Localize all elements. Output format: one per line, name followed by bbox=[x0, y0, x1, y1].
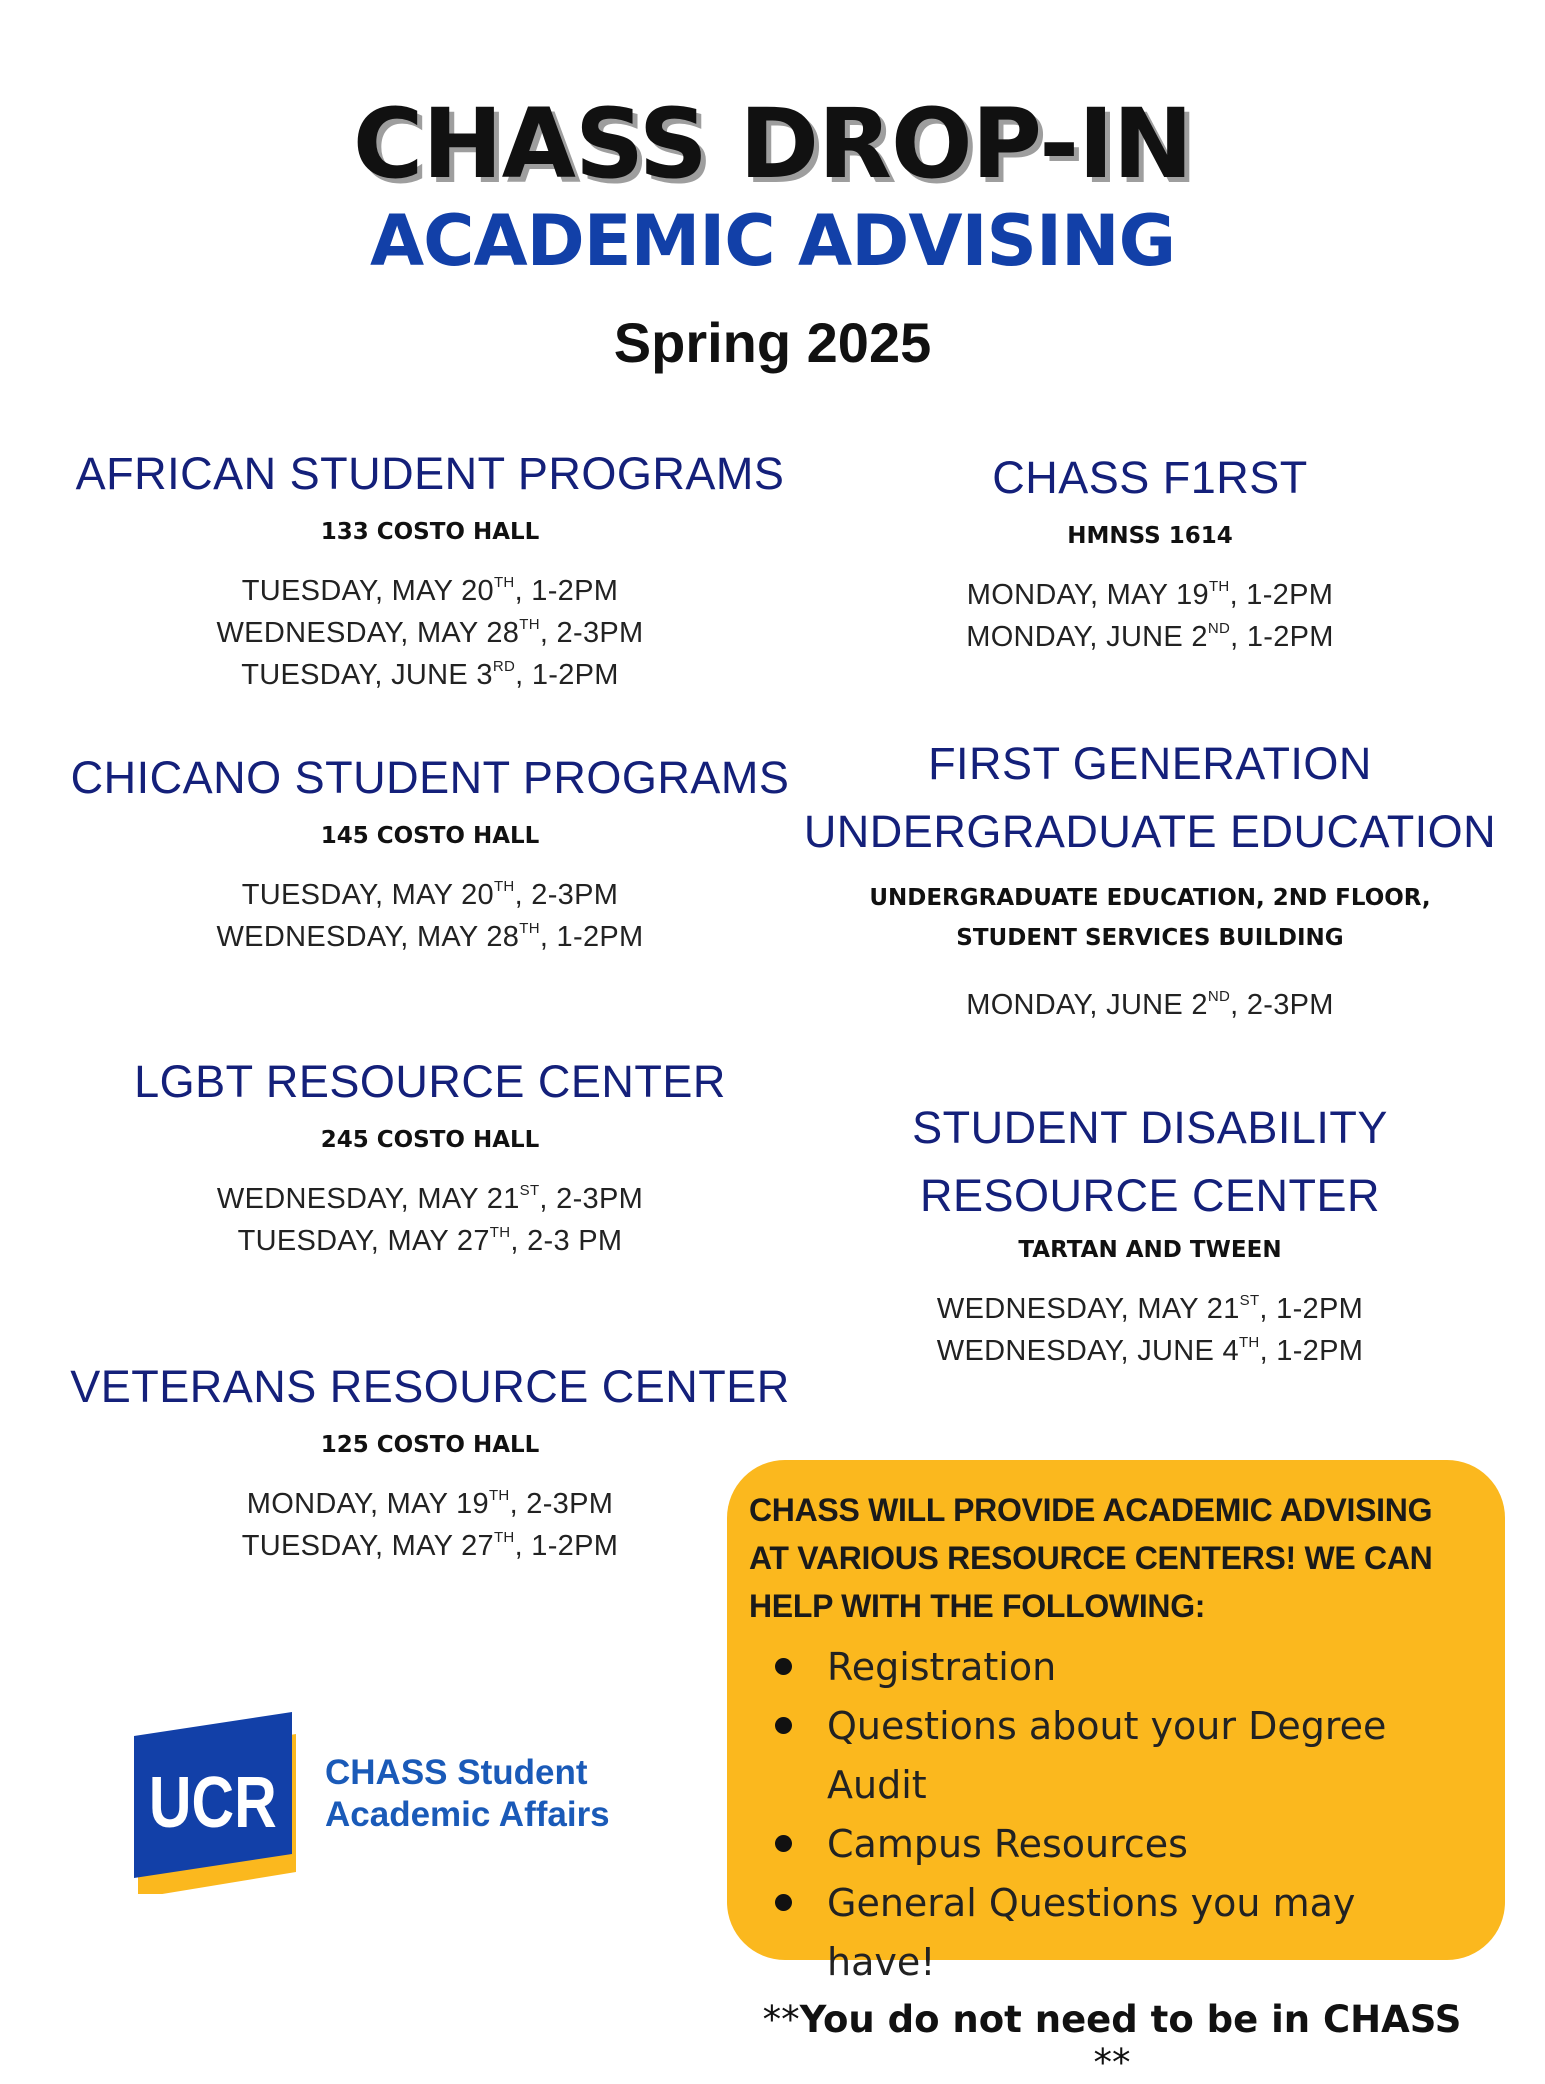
page-subtitle: ACADEMIC ADVISING bbox=[369, 200, 1176, 282]
section-times bbox=[800, 984, 1500, 1026]
callout-list bbox=[749, 1638, 1475, 1992]
time-date: WEDNESDAY, MAY 28 bbox=[216, 921, 520, 953]
time-date: WEDNESDAY, MAY 28 bbox=[216, 617, 520, 649]
section-location: 133 COSTO HALL bbox=[320, 519, 540, 545]
time-ordinal: TH bbox=[493, 1529, 515, 1546]
time-ordinal: TH bbox=[488, 1487, 510, 1504]
info-callout bbox=[727, 1460, 1505, 2084]
time-range: , 2-3 PM bbox=[510, 1225, 623, 1257]
time-slot bbox=[60, 916, 800, 958]
section-title: AFRICAN STUDENT PROGRAMS bbox=[75, 448, 785, 499]
footer-bold-text: You do not need to be in CHASS bbox=[799, 1998, 1462, 2041]
time-date: TUESDAY, MAY 27 bbox=[241, 1530, 494, 1562]
time-slot bbox=[800, 1288, 1500, 1330]
callout-list-item bbox=[771, 1638, 1475, 1697]
time-ordinal: TH bbox=[1238, 1334, 1260, 1351]
logo-line1: CHASS Student bbox=[325, 1753, 588, 1792]
time-date: MONDAY, JUNE 2 bbox=[966, 989, 1208, 1021]
time-ordinal: ND bbox=[1207, 620, 1231, 637]
time-range: , 2-3PM bbox=[509, 1488, 614, 1520]
time-slot bbox=[800, 984, 1500, 1026]
section-chicano-student-programs bbox=[60, 744, 800, 958]
time-date: TUESDAY, JUNE 3 bbox=[241, 659, 493, 691]
time-date: MONDAY, MAY 19 bbox=[246, 1488, 489, 1520]
time-range: , 1-2PM bbox=[1229, 579, 1334, 611]
section-times bbox=[800, 574, 1500, 658]
logo-text bbox=[325, 1752, 610, 1836]
bullet-icon bbox=[775, 1835, 792, 1852]
section-times bbox=[60, 874, 800, 958]
time-ordinal: RD bbox=[492, 658, 516, 675]
time-ordinal: TH bbox=[1208, 578, 1230, 595]
time-range: , 1-2PM bbox=[539, 921, 644, 953]
section-title: CHASS F1RST bbox=[992, 452, 1308, 503]
section-location-line1: UNDERGRADUATE EDUCATION, 2ND FLOOR, bbox=[869, 885, 1431, 911]
section-location: 145 COSTO HALL bbox=[320, 823, 540, 849]
time-slot bbox=[800, 574, 1500, 616]
bullet-icon bbox=[775, 1717, 792, 1734]
section-location: TARTAN AND TWEEN bbox=[1018, 1237, 1282, 1263]
section-times bbox=[60, 1178, 800, 1262]
time-range: , 2-3PM bbox=[539, 617, 644, 649]
section-location: HMNSS 1614 bbox=[1067, 523, 1233, 549]
section-title-line2: RESOURCE CENTER bbox=[919, 1170, 1381, 1221]
time-range: , 1-2PM bbox=[1259, 1293, 1364, 1325]
list-item-text: Questions about your Degree Audit bbox=[827, 1704, 1387, 1807]
time-slot bbox=[60, 874, 800, 916]
term-label: Spring 2025 bbox=[613, 311, 932, 374]
time-ordinal: ND bbox=[1207, 988, 1231, 1005]
callout-list-item bbox=[771, 1815, 1475, 1874]
time-slot bbox=[60, 1220, 800, 1262]
callout-heading-line2: AT VARIOUS RESOURCE CENTERS! WE CAN bbox=[749, 1540, 1433, 1576]
section-title: VETERANS RESOURCE CENTER bbox=[70, 1361, 790, 1412]
time-date: WEDNESDAY, MAY 21 bbox=[216, 1183, 520, 1215]
time-date: MONDAY, JUNE 2 bbox=[966, 621, 1208, 653]
time-date: WEDNESDAY, JUNE 4 bbox=[936, 1335, 1239, 1367]
callout-footer bbox=[749, 1998, 1475, 2084]
page-title: CHASS DROP-IN bbox=[352, 88, 1193, 200]
time-date: TUESDAY, MAY 20 bbox=[241, 575, 494, 607]
time-ordinal: TH bbox=[519, 616, 540, 633]
time-ordinal: TH bbox=[519, 920, 540, 937]
section-african-student-programs bbox=[60, 440, 800, 696]
footer-stars-right: ** bbox=[1093, 2041, 1131, 2084]
time-ordinal: TH bbox=[489, 1224, 511, 1241]
time-slot bbox=[60, 1483, 800, 1525]
time-date: MONDAY, MAY 19 bbox=[966, 579, 1209, 611]
time-date: TUESDAY, MAY 27 bbox=[237, 1225, 490, 1257]
section-times bbox=[60, 570, 800, 696]
section-times bbox=[60, 1483, 800, 1567]
section-location: 245 COSTO HALL bbox=[320, 1127, 540, 1153]
section-location: 125 COSTO HALL bbox=[320, 1432, 540, 1458]
section-title-line2: UNDERGRADUATE EDUCATION bbox=[803, 806, 1497, 857]
time-slot bbox=[60, 1178, 800, 1220]
time-date: TUESDAY, MAY 20 bbox=[241, 879, 494, 911]
section-veterans-resource-center bbox=[60, 1353, 800, 1567]
time-range: , 2-3PM bbox=[514, 879, 619, 911]
callout-list-item bbox=[771, 1874, 1475, 1992]
section-title: LGBT RESOURCE CENTER bbox=[134, 1056, 726, 1107]
list-item-text: Campus Resources bbox=[827, 1822, 1188, 1866]
ucr-logo-icon bbox=[130, 1712, 300, 1894]
section-title: CHICANO STUDENT PROGRAMS bbox=[70, 752, 790, 803]
section-lgbt-resource-center bbox=[60, 1048, 800, 1262]
section-title-line1: STUDENT DISABILITY bbox=[912, 1102, 1388, 1153]
time-range: , 1-2PM bbox=[514, 1530, 619, 1562]
time-range: , 2-3PM bbox=[1230, 989, 1334, 1021]
footer-stars-left: ** bbox=[762, 1998, 800, 2041]
time-slot bbox=[800, 616, 1500, 658]
time-slot bbox=[60, 654, 800, 696]
time-ordinal: TH bbox=[493, 574, 515, 591]
time-range: , 1-2PM bbox=[1230, 621, 1334, 653]
time-range: , 1-2PM bbox=[515, 659, 619, 691]
bullet-icon bbox=[775, 1658, 792, 1675]
logo-mark-text: UCR bbox=[148, 1761, 277, 1843]
time-ordinal: ST bbox=[519, 1182, 540, 1199]
section-student-disability bbox=[800, 1094, 1500, 1372]
section-first-generation bbox=[800, 730, 1500, 1026]
list-item-text: General Questions you may have! bbox=[827, 1881, 1356, 1984]
time-slot bbox=[800, 1330, 1500, 1372]
time-slot bbox=[60, 1525, 800, 1567]
time-date: WEDNESDAY, MAY 21 bbox=[936, 1293, 1240, 1325]
time-ordinal: TH bbox=[493, 878, 515, 895]
time-slot bbox=[60, 570, 800, 612]
section-location-line2: STUDENT SERVICES BUILDING bbox=[956, 925, 1344, 951]
callout-heading-line1: CHASS WILL PROVIDE ACADEMIC ADVISING bbox=[749, 1492, 1433, 1528]
bullet-icon bbox=[775, 1894, 792, 1911]
section-times bbox=[800, 1288, 1500, 1372]
logo-line2: Academic Affairs bbox=[325, 1795, 610, 1834]
callout-heading-line3: HELP WITH THE FOLLOWING: bbox=[749, 1588, 1206, 1624]
time-range: , 1-2PM bbox=[1259, 1335, 1364, 1367]
section-title-line1: FIRST GENERATION bbox=[928, 738, 1372, 789]
callout-list-item bbox=[771, 1697, 1475, 1815]
list-item-text: Registration bbox=[827, 1645, 1057, 1689]
time-slot bbox=[60, 612, 800, 654]
time-ordinal: ST bbox=[1239, 1292, 1260, 1309]
section-chass-first bbox=[800, 444, 1500, 658]
time-range: , 2-3PM bbox=[539, 1183, 644, 1215]
time-range: , 1-2PM bbox=[514, 575, 619, 607]
